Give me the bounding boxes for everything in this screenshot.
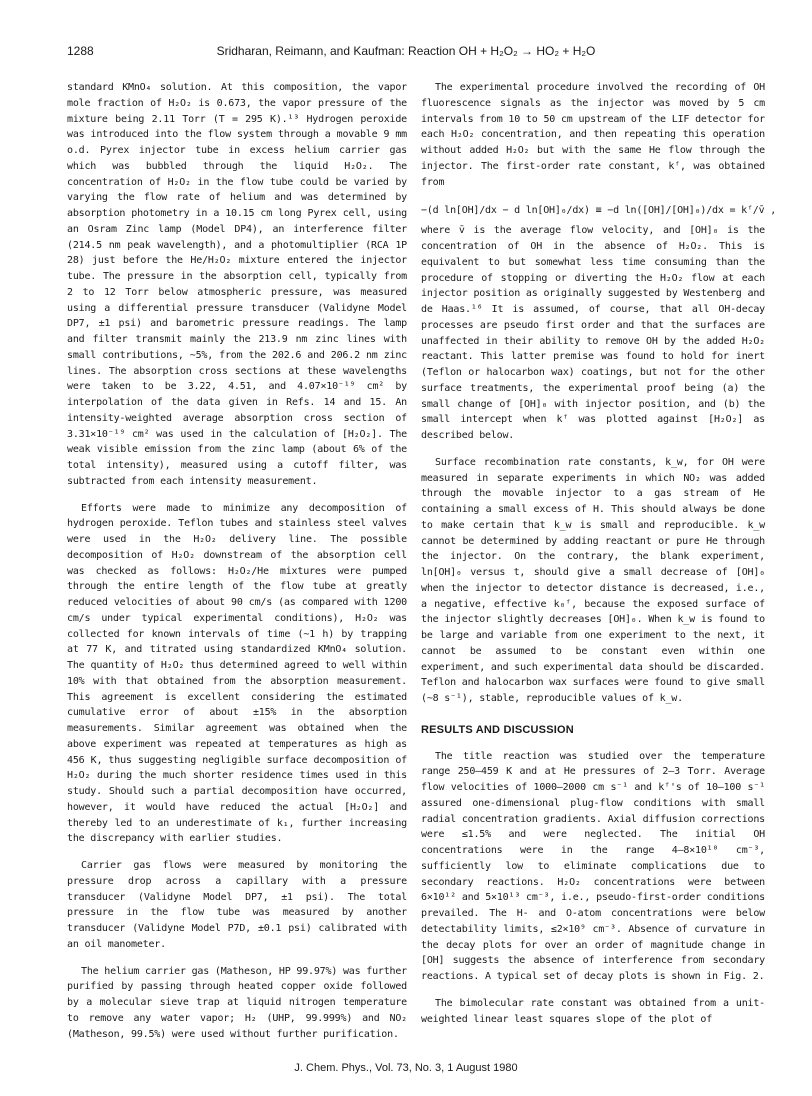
paragraph-procedure: The experimental procedure involved the recording of OH fluorescence signals as the injector was moved by 5 cm intervals from 10 to 50 cm upstream of the LIF detector for each H₂O₂ concentration, and then repeating this operation without added H₂O₂ but with the same He flow through the injector. The first-order rate constant, kᶠ, was obtained from xyxy=(421,82,765,188)
paragraph-carrier-flows: Carrier gas flows were measured by monitoring the pressure drop across a capillary with a pressure transducer (Validyne Model DP7, ±1 psi). The total pressure in the flow tube was measured by another transducer (Validyne Model P7D, ±0.1 psi) calibrated with an oil manometer. xyxy=(67,860,407,950)
paragraph-bimolecular: The bimolecular rate constant was obtained from a unit-weighted linear least squares slope of the plot of xyxy=(421,997,765,1025)
paragraph-helium-purification: The helium carrier gas (Matheson, HP 99.97%) was further purified by passing through heated copper oxide followed by a molecular sieve trap at liquid nitrogen temperature to remove any water vapor; H₂ (UHP, 99.999%) and NO₂ (Matheson, 99.5%) were used without further purification. xyxy=(67,965,407,1040)
journal-citation: J. Chem. Phys., Vol. 73, No. 3, 1 August 1980 xyxy=(294,1062,518,1074)
left-column xyxy=(67,80,407,1053)
paragraph-results: The title reaction was studied over the temperature range 250–459 K and at He pressures of 2–3 Torr. Average flow velocities of 1000–2000 cm s⁻¹ and kᶠ's of 10–100 s⁻¹ assured one-dimensional plug-flow conditions with small radial concentration gradients. Axial diffusion corrections were ≤1.5% and were neglected. The initial OH concentrations were in the range 4–8×10¹⁰ cm⁻³, sufficiently low to eliminate complications due to secondary reactions. H₂O₂ concentrations were between 6×10¹² and 5×10¹³ cm⁻³, i.e., pseudo-first-order conditions prevailed. The H- and O-atom concentrations were below detectability limits, ≤2×10⁹ cm⁻³. Absence of curvature in the decay plots for over an order of magnitude change in [OH] suggests the absence of interference from secondary reactions. A typical set of decay plots is shown in Fig. 2. xyxy=(421,750,765,982)
paragraph-surface-recombination: Surface recombination rate constants, k_w, for OH were measured in separate experiments in which NO₂ was added through the movable injector to a gas stream of He containing a small excess of H. This should always be done to make certain that k_w is small and reproducible. k_w cannot be determined by adding reactant or pure He through the injector. On the contrary, the blank experiment, ln[OH]₀ versus t, should give a small decrease of [OH]₀ when the injector to detector distance is decreased, i.e., a negative, effective k₀ᶠ, because the exposed surface of the injector slightly decreases [OH]₀. When k_w is found to be large and variable from one experiment to the next, it cannot be assumed to be constant even within one experiment, and such experimental data should be discarded. Teflon and halocarbon wax surfaces were found to give small (~8 s⁻¹), stable, reproducible values of k_w. xyxy=(421,456,765,704)
running-title: Sridharan, Reimann, and Kaufman: Reaction OH + H₂O₂ → HO₂ + H₂O xyxy=(216,44,596,58)
right-column xyxy=(421,80,777,1038)
rate-constant-equation: −(d ln[OH]/dx − d ln[OH]₀/dx) ≡ −d ln([OH]/[OH]₀)/dx = kᶠ/v̄ , xyxy=(421,205,777,217)
page-header xyxy=(67,44,745,62)
page-number: 1288 xyxy=(67,44,94,58)
paragraph-decomposition: Efforts were made to minimize any decomposition of hydrogen peroxide. Teflon tubes and stainless steel valves were used in the H₂O₂ delivery line. The possible decomposition of H₂O₂ downstream of the absorption cell was checked as follows: H₂O₂/He mixtures were pumped through the entire length of the flow tube at greatly reduced velocities of about 90 cm/s (as compared with 1200 cm/s under typical experimental conditions), H₂O₂ was collected for known intervals of time (~1 h) by trapping at 77 K, and titrated using standardized KMnO₄ solution. The quantity of H₂O₂ thus determined agreed to well within 10% with that obtained from the absorption measurement. This agreement is excellent considering the estimated cumulative error of about ±15% in the absorption measurements. Similar agreement was obtained when the above experiment was repeated at temperatures as high as 456 K, thus suggesting negligible surface decomposition of H₂O₂ during the much shorter residence times used in this study. Should such a partial decomposition have occurred, however, it would have reduced the actual [H₂O₂] and thereby led to an underestimate of k₁, further increasing the discrepancy with earlier studies. xyxy=(67,502,407,845)
paragraph-materials: standard KMnO₄ solution. At this composition, the vapor mole fraction of H₂O₂ is 0.673, the vapor pressure of the mixture being 2.11 Torr (T = 295 K).¹³ Hydrogen peroxide was introduced into the flow system through a movable 9 mm o.d. Pyrex injector tube in excess helium carrier gas which was bubbled through the liquid H₂O₂. The concentration of H₂O₂ in the flow tube could be varied by varying the flow rate of helium and was determined by absorption photometry in a 10.15 cm long Pyrex cell, using an Osram Zinc lamp (Model DP4), an interference filter (214.5 nm peak wavelength), and a photomultiplier (RCA 1P 28) just before the He/H₂O₂ mixture entered the injector tube. The pressure in the absorption cell, typically from 2 to 12 Torr below atmospheric pressure, was measured using a differential pressure transducer (Validyne Model DP7, ±1 psi) and barometric pressure readings. The lamp and filter transmit mainly the 213.9 nm zinc lines with small contributions, ~5%, from the 202.6 and 206.2 nm zinc lines. The absorption cross sections at these wavelengths were taken to be 3.22, 4.51, and 4.07×10⁻¹⁹ cm² by interpolation of the data given in Refs. 14 and 15. An intensity-weighted average absorption cross section of 3.31×10⁻¹⁹ cm² was used in the calculation of [H₂O₂]. The weak visible emission from the zinc lamp (about 6% of the total intensity), measured using a cutoff filter, was subtracted from each intensity measurement. xyxy=(67,82,407,487)
section-title-results: RESULTS AND DISCUSSION xyxy=(421,723,574,736)
paragraph-flow-velocity: where v̄ is the average flow velocity, and [OH]₀ is the concentration of OH in the absence of H₂O₂. This is equivalent to but somewhat less time consuming than the procedure of stopping or diverting the H₂O₂ flow at each injector position as originally suggested by Westenberg and de Haas.¹⁶ It is assumed, of course, that all OH-decay processes are pseudo first order and that the surfaces are unaffected in their ability to remove OH by the added H₂O₂ reactant. This latter premise was found to hold for inert (Teflon or halocarbon wax) coatings, but not for the other surface treatments, the experimental proof being (a) the small change of [OH]₀ with injector position, and (b) the small intercept when kᶠ was plotted against [H₂O₂] as described below. xyxy=(421,225,765,441)
